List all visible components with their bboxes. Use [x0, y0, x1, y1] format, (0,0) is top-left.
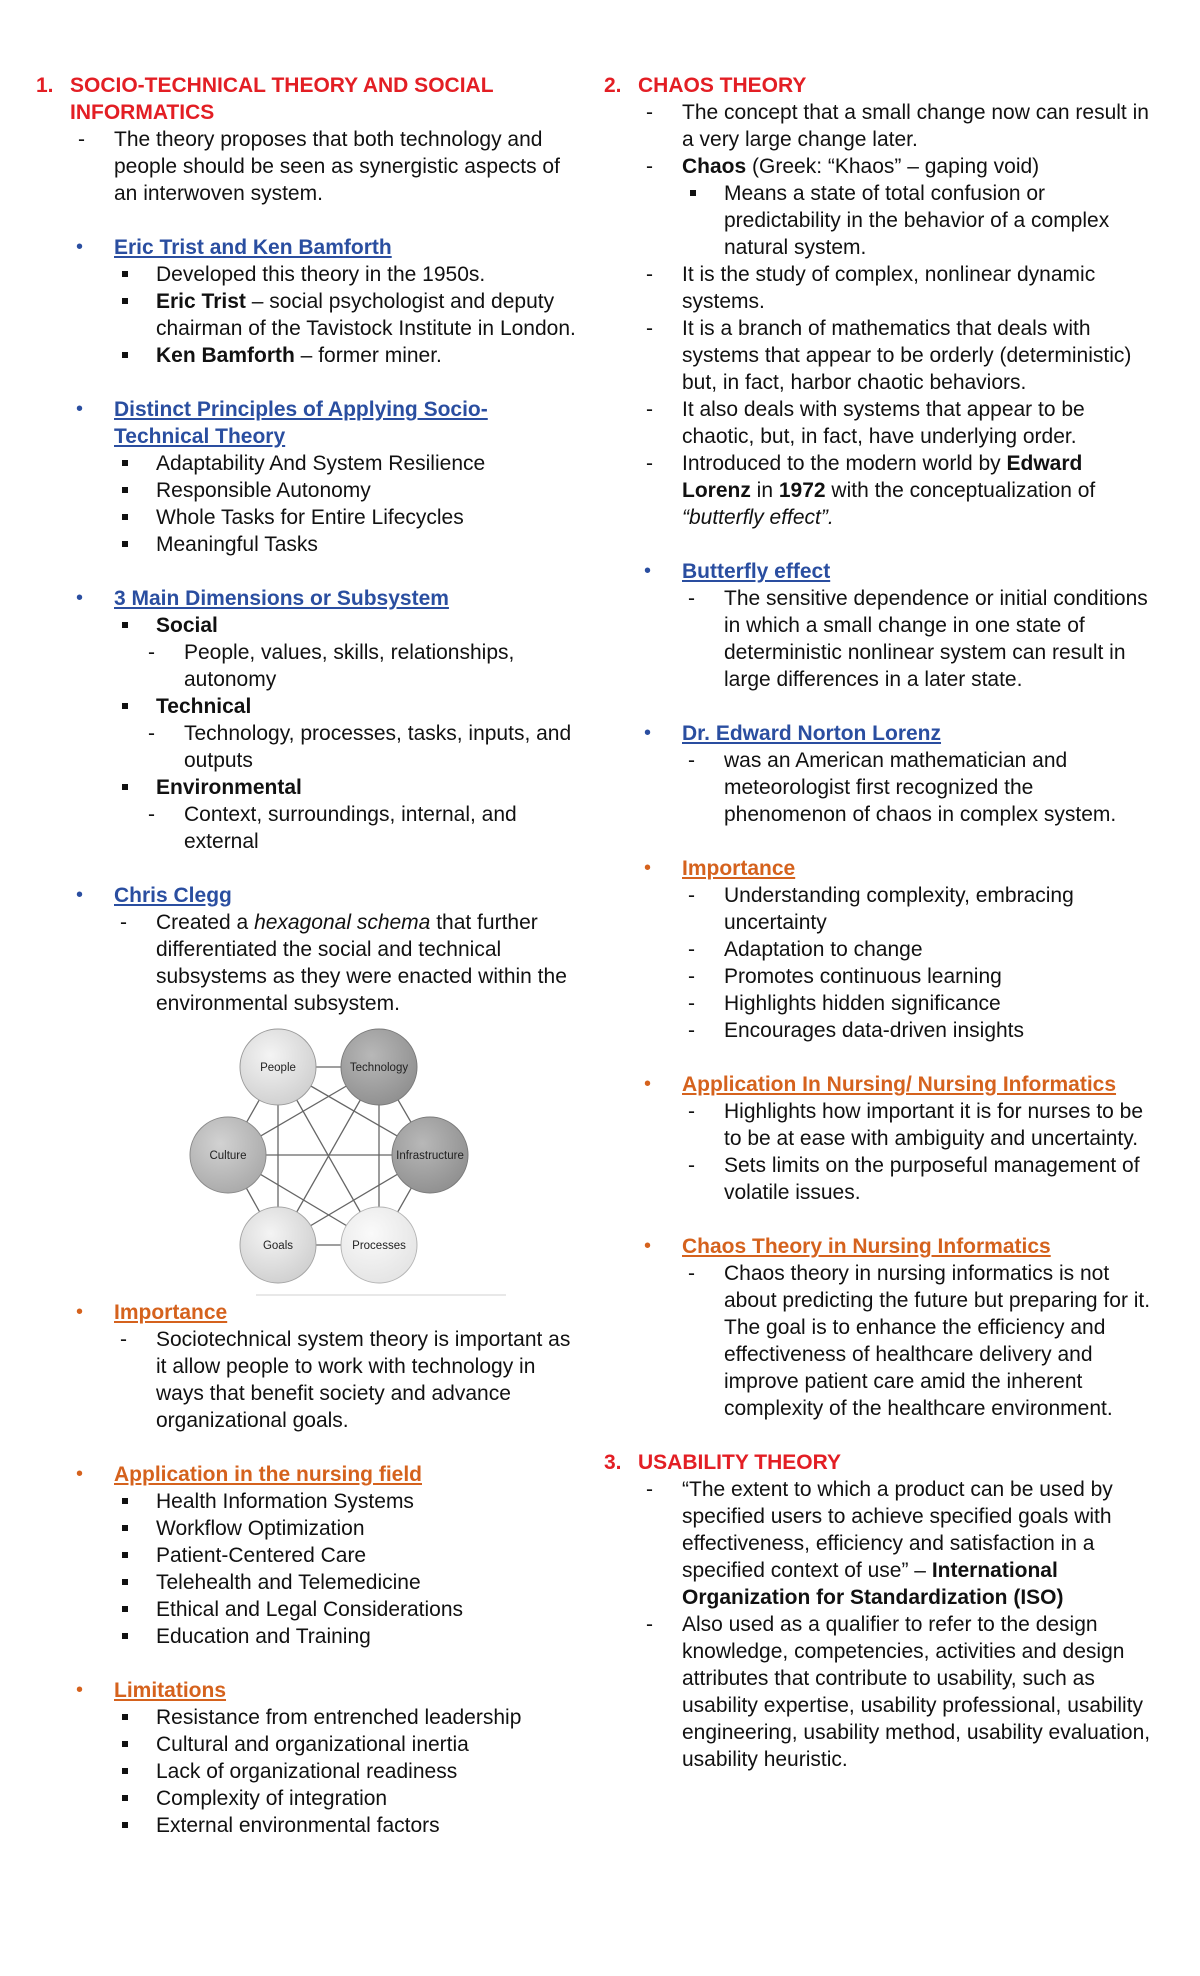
list-item: Complexity of integration [36, 1785, 576, 1812]
bullet-lorenz [604, 720, 1154, 747]
bullet-dimensions [36, 585, 576, 612]
bullet-label: Eric Trist and Ken Bamforth [114, 236, 392, 259]
list-item: Resistance from entrenched leadership [36, 1704, 576, 1731]
text-part: with the conceptualization of [825, 479, 1096, 502]
list-item [604, 153, 1154, 180]
list-item: - Sociotechnical system theory is important as it allow people to work with technology in ways that benefit society and advance organizational goals. [36, 1326, 576, 1434]
list-item: Lack of organizational readiness [36, 1758, 576, 1785]
term-etymology: (Greek: “Khaos” – gaping void) [746, 155, 1040, 178]
section-2-heading [604, 72, 1154, 99]
list-item: Telehealth and Telemedicine [36, 1569, 576, 1596]
person-name: Ken Bamforth [156, 344, 295, 367]
list-item: - Adaptation to change [604, 936, 1154, 963]
term: Chaos [682, 155, 747, 178]
bullet-limitations [36, 1677, 576, 1704]
bullet-trist [36, 234, 576, 261]
section-title: SOCIO-TECHNICAL THEORY AND SOCIAL INFORMATICS [70, 74, 494, 124]
bullet-clegg [36, 882, 576, 909]
text-part: Introduced to the modern world by [682, 452, 1007, 475]
bullet-principles [36, 396, 576, 450]
section-number: 3. [604, 1451, 622, 1474]
svg-text:People: People [260, 1062, 296, 1074]
list-item: Whole Tasks for Entire Lifecycles [36, 504, 576, 531]
bullet-label: Chris Clegg [114, 884, 232, 907]
definition-text: “The extent to which a product can be used by specified users to achieve specified goals with effectiveness, efficiency and satisfaction in a specified context of use” – [682, 1478, 1113, 1582]
bullet-importance-chaos [604, 855, 1154, 882]
bullet-importance [36, 1299, 576, 1326]
list-item: Workflow Optimization [36, 1515, 576, 1542]
section-title: CHAOS THEORY [638, 74, 807, 97]
person-desc: – former miner. [294, 344, 442, 367]
list-item: - Understanding complexity, embracing uncertainty [604, 882, 1154, 936]
bullet-label: Importance [682, 857, 796, 880]
section-number: 2. [604, 74, 622, 97]
list-item: - Highlights how important it is for nurses to be to be at ease with ambiguity and uncertainty. [604, 1098, 1154, 1152]
svg-text:Technology: Technology [349, 1062, 409, 1074]
right-column [604, 72, 1154, 1773]
bullet-label: Limitations [114, 1679, 227, 1702]
list-item: Health Information Systems [36, 1488, 576, 1515]
left-column [36, 72, 576, 1839]
node-technology [341, 1029, 417, 1105]
node-culture [190, 1117, 266, 1193]
list-item: - Encourages data-driven insights [604, 1017, 1154, 1044]
section-intro: - The theory proposes that both technology and people should be seen as synergistic aspects of an interwoven system. [36, 126, 576, 207]
person-name: Eric Trist [156, 290, 246, 313]
list-item: - The sensitive dependence or initial conditions in which a small change in one state of deterministic nonlinear system can result in large differences in a later state. [604, 585, 1154, 693]
bullet-label: Application In Nursing/ Nursing Informatics [682, 1073, 1117, 1096]
list-item: Meaningful Tasks [36, 531, 576, 558]
list-item: - Highlights hidden significance [604, 990, 1154, 1017]
bullet-label: Butterfly effect [682, 560, 831, 583]
sub-item: Means a state of total confusion or predictability in the behavior of a complex natural system. [604, 180, 1154, 261]
bullet-butterfly [604, 558, 1154, 585]
list-item: - Also used as a qualifier to refer to the design knowledge, competencies, activities and design attributes that contribute to usability, such as usability expertise, usability professional, usability engineering, usability method, usability evaluation, usability heuristic. [604, 1611, 1154, 1773]
list-item: - It is the study of complex, nonlinear dynamic systems. [604, 261, 1154, 315]
list-item: Patient-Centered Care [36, 1542, 576, 1569]
node-processes [341, 1207, 417, 1283]
bullet-chaos-ni [604, 1233, 1154, 1260]
list-item: Education and Training [36, 1623, 576, 1650]
bullet-label: Distinct Principles of Applying Socio-Technical Theory [114, 398, 488, 448]
section-number: 1. [36, 74, 54, 97]
list-item: Responsible Autonomy [36, 477, 576, 504]
person-desc: – social psychologist and deputy chairman of the Tavistock Institute in London. [156, 290, 576, 340]
sub-item: - People, values, skills, relationships, autonomy [36, 639, 576, 693]
section-title: USABILITY THEORY [638, 1451, 842, 1474]
svg-text:Infrastructure: Infrastructure [396, 1150, 464, 1162]
list-item [36, 909, 576, 1017]
section-3-heading [604, 1449, 1154, 1476]
list-item: - Sets limits on the purposeful management of volatile issues. [604, 1152, 1154, 1206]
list-item: Social [36, 612, 576, 639]
list-item: Adaptability And System Resilience [36, 450, 576, 477]
bullet-label: Importance [114, 1301, 228, 1324]
person-name: Edward Lorenz [682, 452, 1083, 502]
node-goals [240, 1207, 316, 1283]
text-emphasis: “butterfly effect”. [682, 506, 834, 529]
bullet-application-chaos [604, 1071, 1154, 1098]
list-item: - The concept that a small change now can result in a very large change later. [604, 99, 1154, 153]
svg-text:Goals: Goals [262, 1240, 294, 1252]
year: 1972 [778, 479, 826, 502]
list-item: Cultural and organizational inertia [36, 1731, 576, 1758]
bullet-label: Chaos Theory in Nursing Informatics [682, 1235, 1051, 1258]
text-emphasis: hexagonal schema [254, 911, 431, 934]
text-part: in [750, 479, 779, 502]
definition-source: International Organization for Standardization (ISO) [682, 1559, 1064, 1609]
bullet-label: Dr. Edward Norton Lorenz [682, 722, 942, 745]
text-part: Created a [156, 911, 255, 934]
list-item: Technical [36, 693, 576, 720]
svg-text:Processes: Processes [352, 1240, 406, 1252]
sub-item: - Context, surroundings, internal, and external [36, 801, 576, 855]
list-item: - It is a branch of mathematics that deals with systems that appear to be orderly (deterministic) but, in fact, harbor chaotic behaviors. [604, 315, 1154, 396]
list-item [604, 1476, 1154, 1611]
list-item: Ethical and Legal Considerations [36, 1596, 576, 1623]
list-item: - Promotes continuous learning [604, 963, 1154, 990]
list-item [604, 450, 1154, 531]
sub-item: - Technology, processes, tasks, inputs, and outputs [36, 720, 576, 774]
list-item: - Chaos theory in nursing informatics is not about predicting the future but preparing for it. The goal is to enhance the efficiency and effectiveness of healthcare delivery and improve patient care amid the inherent complexity of the healthcare environment. [604, 1260, 1154, 1422]
bullet-label: Application in the nursing field [114, 1463, 422, 1486]
list-item: External environmental factors [36, 1812, 576, 1839]
svg-text:Culture: Culture [209, 1150, 247, 1162]
section-1-heading [36, 72, 576, 126]
list-item [36, 288, 576, 342]
hexagonal-schema-diagram [176, 1027, 506, 1297]
bullet-application [36, 1461, 576, 1488]
list-item [36, 342, 576, 369]
list-item: Developed this theory in the 1950s. [36, 261, 576, 288]
bullet-label: 3 Main Dimensions or Subsystem [114, 587, 449, 610]
list-item: Environmental [36, 774, 576, 801]
node-infrastructure [392, 1117, 468, 1193]
list-item: - It also deals with systems that appear to be chaotic, but, in fact, have underlying order. [604, 396, 1154, 450]
text-part: that further differentiated the social and technical subsystems as they were enacted within the environmental subsystem. [156, 911, 567, 1015]
node-people [240, 1029, 316, 1105]
list-item: - was an American mathematician and meteorologist first recognized the phenomenon of chaos in complex system. [604, 747, 1154, 828]
